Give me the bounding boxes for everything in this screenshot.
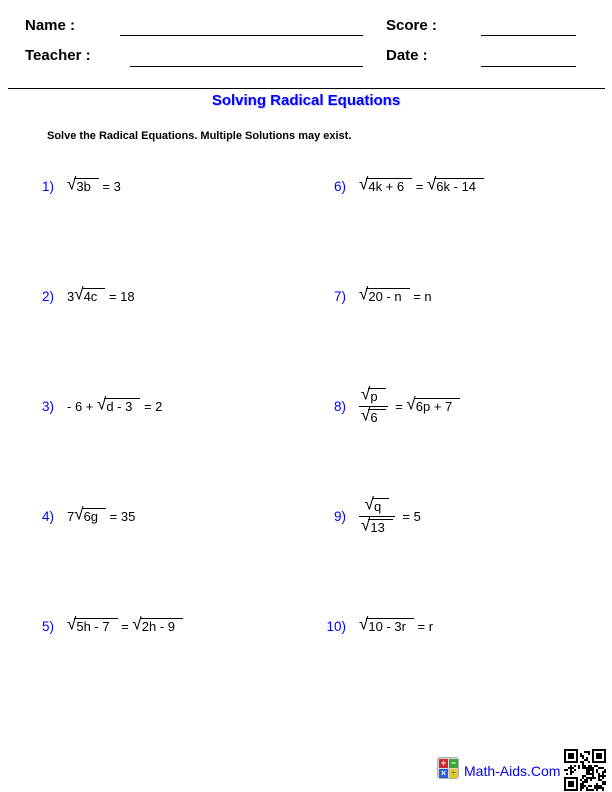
fraction-numerator: [359, 384, 388, 406]
equation-text: =: [412, 178, 427, 194]
radical-expression: [359, 284, 410, 304]
equation-text: =: [117, 618, 133, 634]
problem-item: [24, 571, 304, 681]
problem-number: 6): [333, 178, 346, 194]
radical-sign: √: [359, 174, 369, 194]
radical-expression: [364, 494, 390, 514]
radical-sign: √: [74, 504, 84, 524]
equation-text: = 35: [106, 508, 136, 524]
equation-text: 3: [67, 288, 75, 304]
equation-text: = 18: [105, 288, 135, 304]
radicand: 3b: [74, 178, 98, 194]
radical-expression: [67, 174, 99, 194]
radicand: 5h - 7: [74, 618, 117, 634]
score-field-line: [481, 35, 576, 36]
radical-sign: √: [361, 384, 371, 403]
problem-equation: [359, 284, 432, 304]
page-title: Solving Radical Equations: [211, 92, 401, 109]
problem-number: 3): [41, 398, 54, 414]
radical-expression: [361, 384, 386, 404]
radicand: 4c: [82, 288, 106, 304]
radical-expression: [361, 405, 386, 425]
radicand: 6g: [82, 508, 106, 524]
name-field-line: [120, 35, 363, 36]
radical-sign: √: [361, 405, 371, 424]
problem-number: 8): [333, 398, 346, 414]
radical-expression: [359, 174, 412, 194]
qr-code-icon: [564, 749, 606, 791]
problem-equation: [359, 494, 421, 535]
radicand: 13: [368, 519, 392, 535]
problem-equation: [67, 504, 136, 524]
radical-sign: √: [67, 614, 77, 634]
problem-number: 2): [41, 288, 54, 304]
instructions-text: Solve the Radical Equations. Multiple Solutions may exist.: [47, 130, 352, 142]
radical-expression: [359, 614, 414, 634]
radical-expression: [67, 614, 118, 634]
radicand: 6k - 14: [434, 178, 484, 194]
problem-item: [24, 351, 304, 461]
fraction: [359, 494, 395, 535]
equation-text: 7: [67, 508, 75, 524]
equation-text: = r: [413, 618, 434, 634]
radical-sign: √: [426, 174, 437, 194]
radicand: q: [372, 498, 389, 514]
problem-number: 9): [333, 508, 346, 524]
radicand: 20 - n: [366, 288, 409, 304]
fraction-denominator: [359, 517, 395, 535]
radicand: 4k + 6: [366, 178, 412, 194]
radicand: d - 3: [104, 398, 140, 414]
problem-equation: [359, 384, 460, 425]
problem-item: [316, 351, 606, 461]
radicand: 2h - 9: [140, 618, 183, 634]
plus-icon: +: [440, 758, 447, 768]
problem-list-right: [316, 131, 606, 681]
radical-expression: [426, 174, 484, 194]
radical-sign: √: [67, 174, 77, 194]
equation-text: = 2: [140, 398, 163, 414]
problem-list-left: [24, 131, 304, 681]
problem-number: 1): [41, 178, 54, 194]
radical-sign: √: [364, 494, 374, 513]
problem-equation: [67, 394, 163, 414]
teacher-field-line: [130, 66, 363, 67]
minus-icon: −: [450, 758, 457, 768]
radical-sign: √: [361, 515, 371, 534]
problem-equation: [359, 174, 484, 194]
radicand: p: [368, 388, 385, 404]
header-divider: [8, 88, 605, 89]
radical-sign: √: [359, 614, 369, 634]
score-label: Score :: [386, 17, 437, 34]
problem-number: 4): [41, 508, 54, 524]
multiply-icon: ×: [440, 768, 447, 778]
problem-item: [316, 461, 606, 571]
radical-expression: [361, 515, 393, 535]
fraction: [359, 384, 388, 425]
radical-expression: [97, 394, 140, 414]
math-operations-icon: [437, 757, 459, 779]
radical-sign: √: [132, 614, 142, 634]
equation-text: = n: [409, 288, 432, 304]
equation-text: - 6 +: [67, 398, 97, 414]
radical-sign: √: [97, 394, 107, 414]
divide-icon: ÷: [449, 769, 458, 778]
equation-text: = 5: [398, 508, 421, 524]
radical-sign: √: [359, 284, 369, 304]
radical-sign: √: [406, 394, 416, 414]
teacher-label: Teacher :: [25, 47, 91, 64]
radical-expression: [132, 614, 183, 634]
radicand: 10 - 3r: [366, 618, 414, 634]
radical-expression: [406, 394, 460, 414]
problem-item: [316, 241, 606, 351]
problem-number: 10): [326, 618, 346, 634]
problem-number: 7): [333, 288, 346, 304]
math-aids-link[interactable]: Math-Aids.Com: [464, 763, 561, 779]
problem-equation: [359, 614, 434, 634]
radical-expression: [74, 504, 106, 524]
radical-expression: [74, 284, 105, 304]
equation-text: =: [391, 398, 407, 414]
fraction-numerator: [363, 494, 392, 516]
radicand: 6: [368, 409, 385, 425]
problem-equation: [67, 174, 121, 194]
problem-item: [24, 131, 304, 241]
name-label: Name :: [25, 17, 76, 34]
problem-equation: [67, 284, 135, 304]
problem-item: [316, 131, 606, 241]
fraction-denominator: [359, 407, 388, 425]
problem-number: 5): [41, 618, 54, 634]
problem-item: [24, 241, 304, 351]
problem-item: [24, 461, 304, 571]
radicand: 6p + 7: [414, 398, 461, 414]
problem-equation: [67, 614, 183, 634]
problem-item: [316, 571, 606, 681]
date-label: Date :: [386, 47, 428, 64]
date-field-line: [481, 66, 576, 67]
equation-text: = 3: [98, 178, 121, 194]
radical-sign: √: [74, 284, 84, 304]
